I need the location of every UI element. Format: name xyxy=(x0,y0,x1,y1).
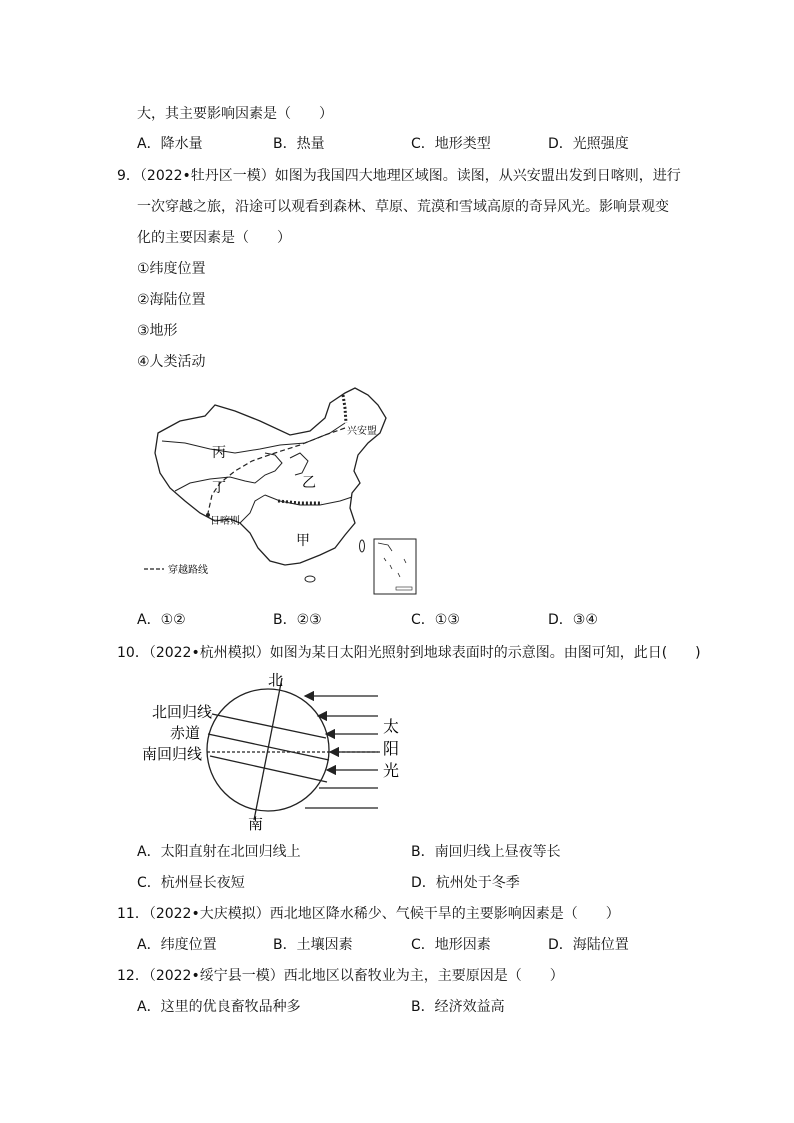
q8-option-d[interactable]: D．光照强度 xyxy=(548,136,629,152)
q11-option-c[interactable]: C．地形因素 xyxy=(411,937,491,953)
sunlight-diagram xyxy=(140,670,410,835)
tropic-south-label: 南回归线 xyxy=(142,745,203,763)
boundary-plateau xyxy=(175,453,282,491)
equator-label: 赤道 xyxy=(170,724,201,742)
taiwan-island xyxy=(360,540,365,552)
q8-stem-tail: 大，其主要影响因素是（ ） xyxy=(137,106,333,122)
q12-option-a[interactable]: A．这里的优良畜牧品种多 xyxy=(137,999,301,1015)
region-label-ding: 丁 xyxy=(212,480,226,496)
sunlight-char-3: 光 xyxy=(383,761,400,780)
tropic-north-label: 北回归线 xyxy=(152,703,213,721)
boundary-north-east xyxy=(290,453,308,475)
legend-label: 穿越路线 xyxy=(168,565,208,576)
china-regions-map xyxy=(140,383,420,598)
q8-option-b[interactable]: B．热量 xyxy=(273,136,325,152)
q9-option-d[interactable]: D．③④ xyxy=(548,612,598,628)
q11-option-d[interactable]: D．海陆位置 xyxy=(548,937,629,953)
q11-stem: 11．（2022•大庆模拟）西北地区降水稀少、气候干旱的主要影响因素是（ ） xyxy=(117,906,620,922)
end-point xyxy=(206,513,210,517)
boundary-south-west xyxy=(240,495,265,523)
q9-option-c[interactable]: C．①③ xyxy=(411,612,460,628)
q10-option-a[interactable]: A．太阳直射在北回归线上 xyxy=(137,844,301,860)
region-label-jia: 甲 xyxy=(296,533,310,549)
north-label: 北 xyxy=(268,671,284,689)
south-sea-inset xyxy=(374,539,416,594)
sunlight-char-2: 阳 xyxy=(383,739,400,758)
tropic-north-line xyxy=(212,714,326,738)
equator-line xyxy=(208,734,329,760)
q9-option-b[interactable]: B．②③ xyxy=(273,612,322,628)
q9-stem-line-2: 一次穿越之旅，沿途可以观看到森林、草原、荒漠和雪域高原的奇异风光。影响景观变 xyxy=(137,199,669,215)
q10-option-b[interactable]: B．南回归线上昼夜等长 xyxy=(411,844,561,860)
q9-option-a[interactable]: A．①② xyxy=(137,612,186,628)
china-outline xyxy=(155,388,386,565)
q12-option-b[interactable]: B．经济效益高 xyxy=(411,999,505,1015)
q12-stem: 12．（2022•绥宁县一模）西北地区以畜牧业为主，主要原因是（ ） xyxy=(117,968,564,984)
hatched-rail-north xyxy=(343,395,346,423)
q10-option-d[interactable]: D．杭州处于冬季 xyxy=(411,875,520,891)
q8-option-a[interactable]: A．降水量 xyxy=(137,136,203,152)
tropic-south-line xyxy=(210,756,327,782)
q10-option-c[interactable]: C．杭州昼长夜短 xyxy=(137,875,245,891)
south-label: 南 xyxy=(248,815,264,833)
travel-route xyxy=(208,428,345,513)
q9-item-2: ②海陆位置 xyxy=(137,292,206,308)
hainan-island xyxy=(305,576,315,582)
q9-item-1: ①纬度位置 xyxy=(137,261,206,277)
inset-scale xyxy=(396,587,412,590)
q11-option-a[interactable]: A．纬度位置 xyxy=(137,937,217,953)
q9-stem-line-1: 9．（2022•牡丹区一模）如图为我国四大地理区域图。读图，从兴安盟出发到日喀则，进行 xyxy=(117,168,681,184)
region-label-yi: 乙 xyxy=(302,475,316,491)
region-label-bing: 丙 xyxy=(212,445,226,461)
q8-option-c[interactable]: C．地形类型 xyxy=(411,136,491,152)
q9-item-3: ③地形 xyxy=(137,323,178,339)
sunlight-char-1: 太 xyxy=(383,717,400,736)
q11-option-b[interactable]: B．土壤因素 xyxy=(273,937,353,953)
start-label: 兴安盟 xyxy=(347,426,377,437)
q10-stem: 10．（2022•杭州模拟）如图为某日太阳光照射到地球表面时的示意图。由图可知，此日( ) xyxy=(117,645,701,661)
inset-coast xyxy=(378,543,406,577)
q9-item-4: ④人类活动 xyxy=(137,354,206,370)
boundary-north-west xyxy=(162,423,345,453)
china-map-svg xyxy=(140,383,420,598)
boundary-north-south xyxy=(265,495,352,505)
sunlight-diagram-svg xyxy=(140,670,410,835)
end-label: 日喀则 xyxy=(210,516,240,527)
q9-stem-line-3: 化的主要因素是（ ） xyxy=(137,230,291,246)
